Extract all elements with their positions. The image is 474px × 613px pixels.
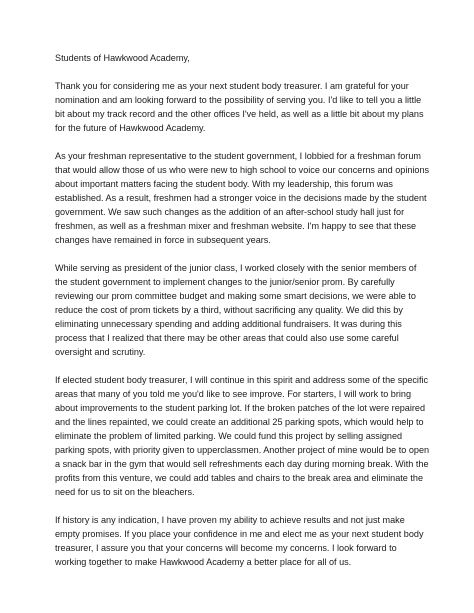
letter-paragraph-freshman: As your freshman representative to the student government, I lobbied for a freshman forum that would allow those of us who were new to high school to voice our concerns and opinions about important matters facing the student body. With my leadership, this forum was established. As a result, freshmen had a stronger voice in the decisions made by the student government. We saw such changes as the addition of an after-school study hall just for freshmen, as well as a freshman mixer and freshman website. I'm happy to see that these changes have remained in force in subsequent years.	[55, 151, 430, 245]
letter-paragraph-plans: If elected student body treasurer, I will continue in this spirit and address some of the specific areas that many of you told me you'd like to see improve. For starters, I will work to bring about improvements to the student parking lot. If the broken patches of the lot were repaired and the lines repainted, we could create an additional 25 parking spots, which would help to eliminate the problem of limited parking. We could fund this project by selling assigned parking spots, with priority given to upperclassmen. Another project of mine would be to open a snack bar in the gym that would sell refreshments each day during morning break. With the profits from this venture, we could add tables and chairs to the break area and eliminate the need for us to sit on the bleachers.	[55, 375, 430, 497]
letter-paragraph-closing: If history is any indication, I have proven my ability to achieve results and not just make empty promises. If you place your confidence in me and elect me as your next student body treasurer, I assure you that your concerns will become my concerns. I look forward to working together to make Hawkwood Academy a better place for all of us.	[55, 515, 424, 567]
letter-salutation: Students of Hawkwood Academy,	[55, 53, 190, 63]
letter-paragraph-intro: Thank you for considering me as your next student body treasurer. I am grateful for your nomination and am looking forward to the possibility of serving you. I'd like to tell you a little bit about my track record and the other offices I've held, as well as a little bit about my plans for the future of Hawkwood Academy.	[55, 81, 424, 133]
letter-paragraph-junior: While serving as president of the junior class, I worked closely with the senior members of the student government to implement changes to the junior/senior prom. By carefully reviewing our prom committee budget and making some smart decisions, we were able to reduce the cost of prom tickets by a third, without sacrificing any quality. We did this by eliminating unnecessary spending and adding additional fundraisers. It was during this process that I realized that there may be other areas that could also use some careful oversight and scrutiny.	[55, 263, 417, 357]
letter-body	[55, 51, 430, 583]
